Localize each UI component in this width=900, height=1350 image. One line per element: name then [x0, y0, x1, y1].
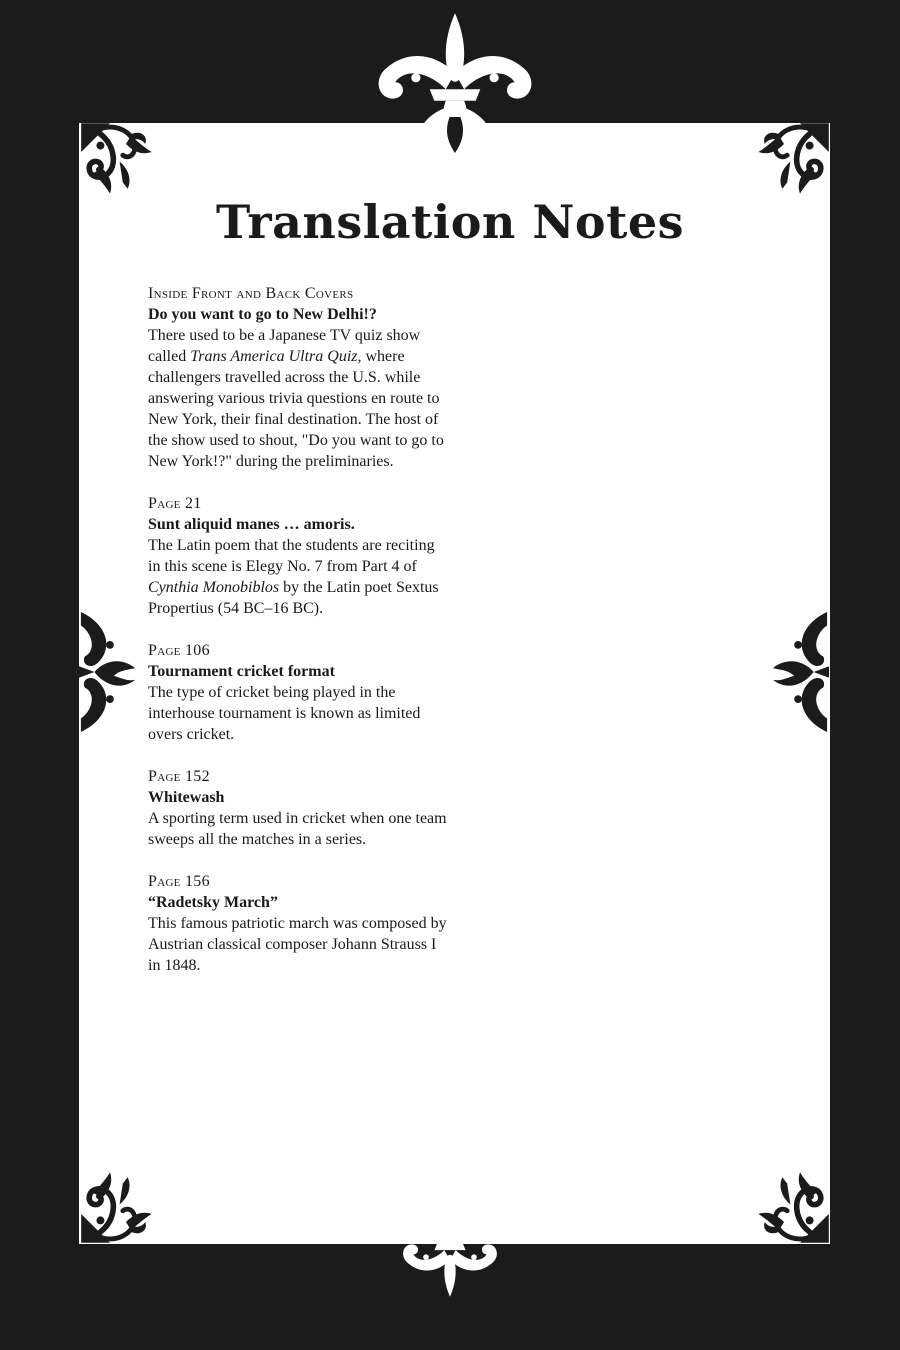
corner-ornament-top-left — [78, 120, 158, 200]
note-body: The Latin poem that the students are reciting in this scene is Elegy No. 7 from Part 4 of Cynthia Monobiblos by the Latin poet Sextus Propertius (54 BC–16 BC). — [148, 537, 439, 617]
corner-ornament-top-right — [752, 120, 832, 200]
note-page-ref: Page 21 — [148, 495, 202, 512]
note-page-ref: Page 106 — [148, 642, 210, 659]
corner-ornament-bottom-left — [78, 1166, 158, 1246]
note-page-ref: Page 152 — [148, 768, 210, 785]
side-ornament-right — [768, 612, 832, 732]
fleur-de-lis-top-ornament — [370, 10, 540, 185]
corner-ornament-bottom-right — [752, 1166, 832, 1246]
page-title: Translation Notes — [215, 195, 685, 249]
note-heading: Sunt aliquid manes … amoris. — [148, 516, 355, 533]
note-heading: “Radetsky March” — [148, 894, 278, 911]
note-body: A sporting term used in cricket when one team sweeps all the matches in a series. — [148, 810, 447, 848]
translation-notes-list — [148, 283, 448, 997]
note-item — [148, 766, 448, 850]
note-item — [148, 283, 448, 472]
note-heading: Tournament cricket format — [148, 663, 335, 680]
note-title-italic: Cynthia Monobiblos — [148, 579, 280, 596]
note-page-ref: Page 156 — [148, 873, 210, 890]
fleur-de-lis-bottom-ornament — [398, 1208, 502, 1308]
note-body: The type of cricket being played in the interhouse tournament is known as limited overs cricket. — [148, 684, 421, 743]
note-item — [148, 871, 448, 976]
side-ornament-left — [76, 612, 140, 732]
note-heading: Whitewash — [148, 789, 225, 806]
note-title-italic: Trans America Ultra Quiz — [190, 348, 358, 365]
note-page-ref: Inside Front and Back Covers — [148, 285, 354, 302]
note-heading: Do you want to go to New Delhi!? — [148, 306, 377, 323]
note-body: This famous patriotic march was composed by Austrian classical composer Johann Strauss I in 1848. — [148, 915, 447, 974]
note-item — [148, 493, 448, 619]
note-item — [148, 640, 448, 745]
note-body: There used to be a Japanese TV quiz show called Trans America Ultra Quiz, where challengers travelled across the U.S. while answering various trivia questions en route to New York, their final destination. The host of the show used to shout, "Do you want to go to New York!?" during the preliminaries. — [148, 327, 444, 470]
